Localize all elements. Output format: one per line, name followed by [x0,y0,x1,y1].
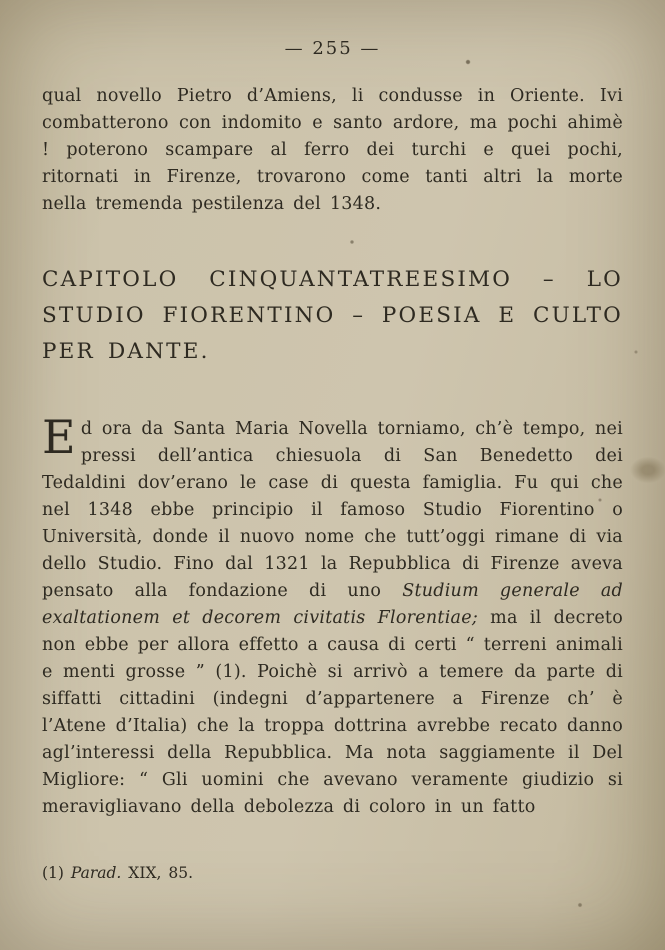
body-text-segment: ma il decreto non ebbe per allora effetto a causa di certi “ terreni animali e menti grosse ” (1). Poichè si arrivò a temere da parte di siffatti cittadini (indegni d’appartenere a Firenze ch’ è l’Atene d’Italia) che la troppa dottrina avrebbe recato danno agl’interessi della Repubblica. Ma nota saggiamente il Del Migliore: “ Gli uomini che avevano veramente giudizio si meravigliavano della debolezza di coloro in un fatto [42,608,623,817]
dropcap-letter: E [42,410,76,464]
page-number: — 255 — [284,38,381,59]
footnote [42,863,623,884]
latin-phrase-italic: Studium generale ad exaltationem et decorem civitatis Florentiae; [42,581,624,628]
chapter-heading: CAPITOLO CINQUANTATREESIMO – LO STUDIO FIORENTINO – POESIA E CULTO PER DANTE. [42,267,623,364]
footnote-marker: (1) [42,864,71,882]
footnote-work-title: Parad. [70,864,122,882]
body-text-segment: d ora da Santa Maria Novella torniamo, ch’è tempo, nei pressi dell’antica chiesuola di San Benedetto dei Tedaldini dov’erano le case di questa famiglia. Fu qui che nel 1348 ebbe principio il famoso Studio Fiorentino o Università, donde il nuovo nome che tutt’oggi rimane di via dello Studio. Fino dal 1321 la Repubblica di Firenze aveva pensato alla fondazione di uno [42,419,623,601]
continuation-paragraph: qual novello Pietro d’Amiens, li condusse in Oriente. Ivi combatterono con indomito e santo ardore, ma pochi ahimè ! poterono scampare al ferro dei turchi e quei pochi, ritornati in Firenze, trovarono come tanti altri la morte nella tremenda pestilenza del 1348. [42,86,623,214]
footnote-reference: XIX, 85. [121,864,193,882]
chapter-body-paragraph [42,410,624,821]
